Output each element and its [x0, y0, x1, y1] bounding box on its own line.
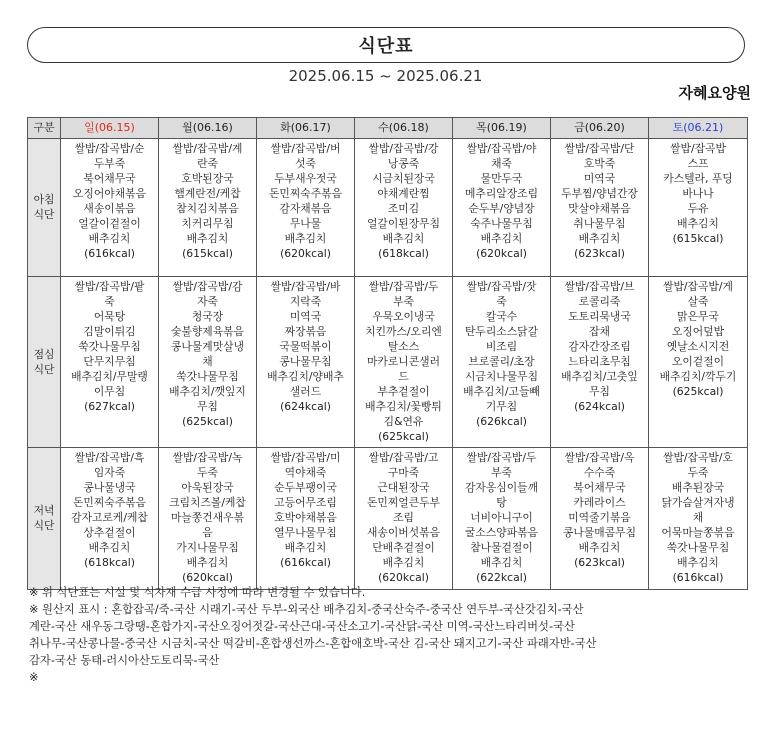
menu-item: 가지나물무침 [176, 541, 239, 554]
menu-cell-wed [355, 139, 453, 277]
menu-item: 수수죽 [583, 466, 616, 479]
menu-item: 야채계란찜 [377, 187, 430, 200]
note-line: 계란-국산 새우동그랑땡-혼합가지-국산오징어젓갈-국산근대-국산소고기-국산닭-국산 미역-국산느타리버섯-국산 [29, 620, 575, 633]
menu-item: 배추김치 [186, 232, 229, 245]
day-header-fri: 금(06.20) [551, 118, 649, 139]
menu-item: 메추리알장조림 [464, 187, 538, 200]
menu-item: (624kcal) [574, 400, 625, 413]
menu-item: (616kcal) [84, 247, 135, 260]
menu-item: 참나물겉절이 [470, 541, 533, 554]
menu-item: 두부죽 [93, 157, 126, 170]
menu-item: 로콜리죽 [578, 295, 621, 308]
menu-item: (623kcal) [574, 556, 625, 569]
menu-cell-thu [453, 277, 551, 448]
menu-item: 배추김치 [677, 556, 719, 569]
menu-item: 돈민찌숙주볶음 [268, 187, 342, 200]
menu-item: 느타리초무침 [568, 355, 631, 368]
menu-item: 카스텔라, 푸딩 [663, 172, 733, 185]
menu-item: 두죽 [687, 466, 709, 479]
menu-item: (615kcal) [672, 232, 724, 245]
menu-item: (618kcal) [378, 247, 429, 260]
menu-item: 무침 [197, 400, 218, 413]
menu-item: (622kcal) [476, 571, 527, 584]
menu-item: 기무침 [485, 400, 518, 413]
menu-item: 참치김치볶음 [176, 202, 239, 215]
menu-item: 음 [202, 526, 213, 539]
menu-item: 순두부/양념장 [468, 202, 535, 215]
day-header-tue: 화(06.17) [257, 118, 355, 139]
menu-cell-sat [649, 139, 748, 277]
meal-label [28, 277, 61, 448]
menu-item: (616kcal) [280, 556, 331, 569]
menu-item: 죽 [104, 295, 115, 308]
menu-item: 미역국 [583, 172, 616, 185]
menu-item: 배추김치 [186, 556, 229, 569]
menu-item: 쌀밥/잡곡밥/계 [172, 142, 243, 155]
meal-row [28, 139, 748, 277]
day-header-sun: 일(06.15) [61, 118, 159, 139]
menu-item: 쌀밥/잡곡밥/버 [270, 142, 341, 155]
menu-cell-thu [453, 139, 551, 277]
menu-item: 드 [398, 370, 409, 383]
menu-item: 배추김치/양배추 [267, 370, 344, 383]
meal-label-line: 점심 [33, 347, 55, 361]
menu-cell-fri [551, 448, 649, 590]
menu-item: 숯불향제육볶음 [170, 325, 244, 338]
menu-cell-sat [649, 448, 748, 590]
menu-item: 호박죽 [583, 157, 616, 170]
menu-item: 미역국 [289, 310, 322, 323]
menu-item: 쌀밥/잡곡밥/순 [74, 142, 145, 155]
menu-item: 감자채볶음 [279, 202, 332, 215]
menu-item: 부추겉절이 [377, 385, 430, 398]
note-line: ※ 위 식단표는 시설 및 식자재 수급 사정에 따라 변경될 수 있습니다. [29, 586, 366, 599]
menu-table-body [28, 139, 748, 590]
menu-item: 이무침 [93, 385, 126, 398]
menu-item: 배추김치 [480, 556, 523, 569]
menu-item: 오징어덮밥 [671, 325, 725, 338]
menu-item: 너비아니구이 [470, 511, 533, 524]
menu-item: (625kcal) [672, 385, 724, 398]
menu-item: 채죽 [491, 157, 512, 170]
menu-item: 배추김치 [284, 541, 327, 554]
menu-item: 역야채죽 [284, 466, 327, 479]
menu-item: 호박야채볶음 [274, 511, 337, 524]
menu-cell-sun [61, 448, 159, 590]
menu-item: 배추김치 [480, 232, 523, 245]
menu-item: 쌀밥/잡곡밥/호 [663, 451, 733, 464]
menu-item: 쑥갓나물무침 [666, 541, 730, 554]
menu-item: 순두부팽이국 [274, 481, 337, 494]
menu-item: 김말이튀김 [83, 325, 136, 338]
menu-item: 탕 [496, 496, 507, 509]
menu-item: 마늘쫑건새우볶 [170, 511, 244, 524]
menu-item: 비조림 [485, 340, 518, 353]
menu-item: 얼갈이겉절이 [78, 217, 141, 230]
menu-item: 쌀밥/잡곡밥/바 [270, 280, 341, 293]
menu-item: 브로콜리/초장 [468, 355, 535, 368]
menu-item: (616kcal) [672, 571, 724, 584]
menu-cell-mon [159, 277, 257, 448]
menu-item: 오이겉절이 [671, 355, 725, 368]
menu-item: 시금치된장국 [372, 172, 435, 185]
menu-item: 쌀밥/잡곡밥/게 [663, 280, 733, 293]
menu-item: 배추김치 [382, 556, 425, 569]
meal-row [28, 277, 748, 448]
menu-item: 섯죽 [295, 157, 316, 170]
menu-item: 닭가슴살겨자냉 [661, 496, 735, 509]
menu-item: 두부찜/양념간장 [561, 187, 638, 200]
menu-cell-thu [453, 448, 551, 590]
menu-item: 쌀밥/잡곡밥/브 [564, 280, 635, 293]
meal-label-line: 식단 [33, 362, 55, 376]
menu-item: (615kcal) [182, 247, 233, 260]
menu-item: 열무나물무침 [274, 526, 337, 539]
menu-item: 두부새우젓국 [274, 172, 337, 185]
menu-item: 채 [202, 355, 213, 368]
menu-item: 어묵마늘쫑볶음 [661, 526, 735, 539]
notes-section [29, 584, 749, 686]
menu-item: 탈소스 [387, 340, 420, 353]
meal-label [28, 448, 61, 590]
menu-item: 도토리묵냉국 [568, 310, 631, 323]
menu-cell-tue [257, 277, 355, 448]
menu-item: 새송이버섯볶음 [366, 526, 440, 539]
menu-item: 부죽 [491, 466, 512, 479]
menu-item: (620kcal) [280, 247, 331, 260]
menu-item: 어묵탕 [93, 310, 126, 323]
menu-item: 고등어무조림 [274, 496, 337, 509]
menu-item: 쌀밥/잡곡밥/흑 [74, 451, 145, 464]
meal-label-line: 식단 [33, 519, 55, 532]
menu-item: 청국장 [191, 310, 224, 323]
menu-item: 배추김치/고춧잎 [561, 370, 638, 383]
menu-item: 쌀밥/잡곡밥/잣 [466, 280, 537, 293]
menu-item: 채 [692, 511, 704, 524]
menu-item: 배추된장국 [671, 481, 725, 494]
menu-item: 지락죽 [289, 295, 322, 308]
menu-item: 우묵오이냉국 [372, 310, 435, 323]
page-title: 식단표 [27, 27, 745, 63]
note-line: ※ [29, 671, 39, 684]
menu-item: 바나나 [682, 187, 714, 200]
menu-cell-mon [159, 448, 257, 590]
menu-item: 낭콩죽 [387, 157, 420, 170]
menu-item: 김&연유 [383, 415, 424, 428]
menu-item: 맛살야채볶음 [568, 202, 631, 215]
menu-cell-fri [551, 139, 649, 277]
menu-item: 햄계란전/케찹 [174, 187, 241, 200]
meal-label-line: 아침 [33, 193, 55, 206]
menu-item: 죽 [496, 295, 507, 308]
menu-item: 조림 [393, 511, 414, 524]
menu-item: 굴소스양파볶음 [464, 526, 538, 539]
menu-item: 두죽 [197, 466, 218, 479]
note-line: ※ 원산지 표시 : 혼합잡곡/죽-국산 시래기-국산 두부-외국산 배추김치-중국산숙주-중국산 연두부-국산갓김치-국산 [29, 603, 584, 616]
menu-item: 콩나물매콤무침 [562, 526, 636, 539]
menu-item: 쌀밥/잡곡밥/녹 [172, 451, 243, 464]
menu-table [27, 117, 748, 590]
menu-item: 배추김치 [88, 232, 131, 245]
menu-item: 쌀밥/잡곡밥/감 [172, 280, 243, 293]
menu-item: 단무지무침 [83, 355, 136, 368]
menu-item: 치커리무침 [181, 217, 234, 230]
day-header-sat: 토(06.21) [649, 118, 748, 139]
menu-item: (618kcal) [84, 556, 135, 569]
menu-item: 쌀밥/잡곡밥/두 [368, 280, 439, 293]
meal-label-line: 식단 [33, 208, 55, 221]
menu-item: 무침 [589, 385, 610, 398]
menu-item: 배추김치/무말랭 [71, 370, 148, 383]
menu-item: 얼갈이된장무침 [366, 217, 440, 230]
menu-item: 탄두리소스닭갈 [464, 325, 538, 338]
menu-item: 무나물 [289, 217, 322, 230]
menu-item: 칼국수 [485, 310, 518, 323]
menu-item: 콩나물냉국 [83, 481, 136, 494]
menu-item: 쑥갓나물무침 [78, 340, 141, 353]
menu-item: (620kcal) [378, 571, 429, 584]
menu-item: 치킨까스/오리엔 [365, 325, 442, 338]
menu-item: 취나물무침 [573, 217, 626, 230]
menu-cell-sat [649, 277, 748, 448]
menu-item: 잡채 [589, 325, 610, 338]
table-header-row [28, 118, 748, 139]
menu-item: 쌀밥/잡곡밥/고 [368, 451, 439, 464]
menu-item: 두유 [687, 202, 709, 215]
menu-item: 마카로니콘샐러 [366, 355, 440, 368]
menu-cell-wed [355, 277, 453, 448]
menu-item: 오징어야채볶음 [72, 187, 146, 200]
menu-item: 짜장볶음 [284, 325, 327, 338]
menu-cell-sun [61, 139, 159, 277]
menu-item: 배추김치/깻잎지 [169, 385, 246, 398]
menu-item: 숙주나물무침 [470, 217, 533, 230]
menu-item: 구마죽 [387, 466, 420, 479]
menu-item: 배추김치 [88, 541, 131, 554]
menu-item: 호박된장국 [181, 172, 234, 185]
menu-item: 배추김치/꽃빵튀 [365, 400, 442, 413]
meal-label-line: 저녁 [33, 504, 55, 517]
menu-item: 돈민찌숙주볶음 [72, 496, 146, 509]
menu-item: 단배추겉절이 [372, 541, 435, 554]
menu-item: (620kcal) [182, 571, 233, 584]
menu-item: 옛날소시지전 [666, 340, 730, 353]
menu-item: 크림치즈볼/케찹 [169, 496, 246, 509]
menu-item: (625kcal) [378, 430, 429, 443]
menu-item: (627kcal) [84, 400, 135, 413]
note-line: 감자-국산 동태-러시아산도토리묵-국산 [29, 654, 220, 667]
corner-header: 구분 [28, 118, 61, 139]
menu-cell-wed [355, 448, 453, 590]
menu-item: 근대된장국 [377, 481, 430, 494]
day-header-thu: 목(06.19) [453, 118, 551, 139]
menu-item: 콩나물무침 [279, 355, 332, 368]
facility-name: 자혜요양원 [678, 84, 751, 102]
menu-item: 쑥갓나물무침 [176, 370, 239, 383]
menu-item: 국물떡볶이 [279, 340, 332, 353]
menu-item: 배추김치 [578, 232, 621, 245]
menu-item: 배추김치 [284, 232, 327, 245]
note-line: 취나무-국산콩나물-중국산 시금치-국산 떡갈비-혼합생선까스-혼합애호박-국산 김-국산 돼지고기-국산 파래자반-국산 [29, 637, 597, 650]
menu-item: 쌀밥/잡곡밥/단 [564, 142, 635, 155]
menu-item: (620kcal) [476, 247, 527, 260]
menu-item: (626kcal) [476, 415, 527, 428]
menu-item: 배추김치 [578, 541, 621, 554]
menu-item: 스프 [687, 157, 709, 170]
menu-item: 란죽 [197, 157, 218, 170]
menu-item: (624kcal) [280, 400, 331, 413]
menu-cell-mon [159, 139, 257, 277]
menu-item: 맑은무국 [677, 310, 719, 323]
menu-item: (623kcal) [574, 247, 625, 260]
menu-item: 쌀밥/잡곡밥/옥 [564, 451, 635, 464]
menu-item: 쌀밥/잡곡밥/팥 [74, 280, 145, 293]
menu-item: 카레라이스 [573, 496, 626, 509]
menu-item: 상추겉절이 [83, 526, 136, 539]
menu-item: 미역줄기볶음 [568, 511, 631, 524]
menu-item: 쌀밥/잡곡밥/강 [368, 142, 439, 155]
menu-item: 감자옹심이들깨 [464, 481, 538, 494]
menu-item: 쌀밥/잡곡밥/미 [270, 451, 341, 464]
menu-item: 물만두국 [480, 172, 523, 185]
menu-item: 샐러드 [289, 385, 322, 398]
menu-item: 아욱된장국 [181, 481, 234, 494]
menu-cell-fri [551, 277, 649, 448]
menu-item: 감자고로케/케찹 [71, 511, 148, 524]
menu-item: 배추김치/고들빼 [463, 385, 540, 398]
menu-cell-tue [257, 139, 355, 277]
menu-item: 콩나물계맛살냉 [170, 340, 244, 353]
menu-item: 쌀밥/잡곡밥/두 [466, 451, 537, 464]
menu-item: 시금치나물무침 [464, 370, 538, 383]
menu-item: 배추김치/깍두기 [659, 370, 737, 383]
date-range: 2025.06.15 ~ 2025.06.21 [288, 67, 483, 85]
menu-item: 조미김 [387, 202, 420, 215]
menu-item: 쌀밥/잡곡밥/야 [466, 142, 537, 155]
menu-item: 임자죽 [93, 466, 126, 479]
menu-cell-tue [257, 448, 355, 590]
meal-row [28, 448, 748, 590]
menu-item: 살죽 [687, 295, 709, 308]
day-header-mon: 월(06.16) [159, 118, 257, 139]
menu-item: 북어채무국 [83, 172, 136, 185]
menu-cell-sun [61, 277, 159, 448]
menu-item: 부죽 [393, 295, 414, 308]
meal-label [28, 139, 61, 277]
menu-item: 감자간장조림 [568, 340, 631, 353]
menu-item: (625kcal) [182, 415, 233, 428]
day-header-wed: 수(06.18) [355, 118, 453, 139]
menu-item: 북어채무국 [573, 481, 626, 494]
menu-item: 새송이볶음 [83, 202, 136, 215]
menu-item: 배추김치 [382, 232, 425, 245]
menu-item: 쌀밥/잡곡밥 [670, 142, 726, 155]
menu-item: 돈민찌얼큰두부 [366, 496, 440, 509]
menu-item: 자죽 [197, 295, 218, 308]
menu-item: 배추김치 [677, 217, 719, 230]
